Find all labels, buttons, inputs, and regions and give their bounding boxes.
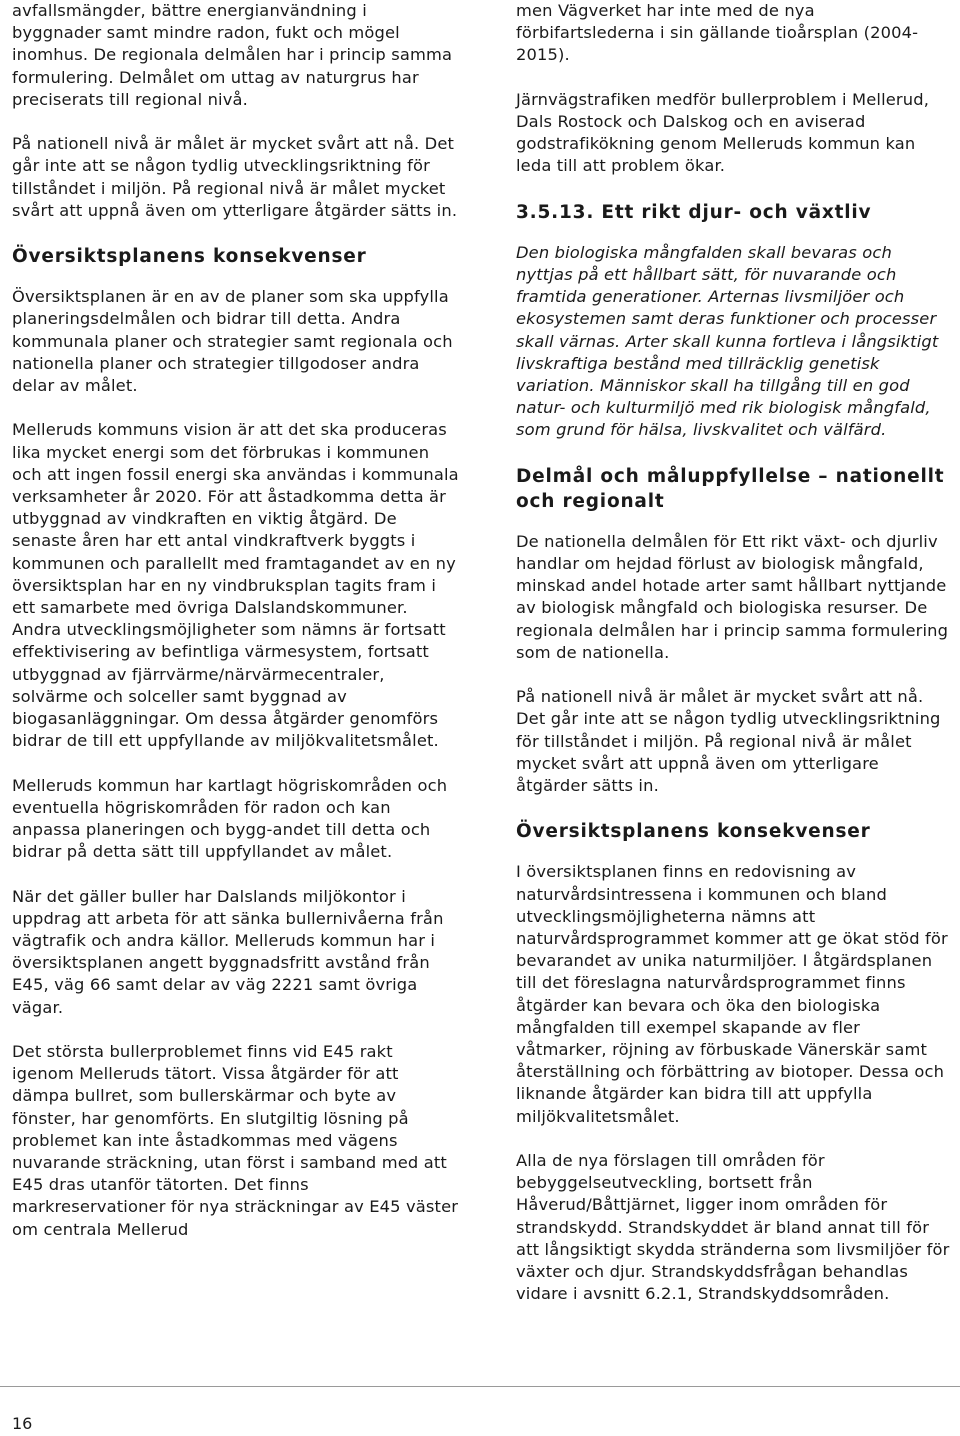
right-heading-konsekvenser: Översiktsplanens konsekvenser bbox=[516, 821, 871, 843]
right-heading-delmal: Delmål och måluppfyllelse – nationellt och regionalt bbox=[516, 465, 945, 512]
left-paragraph-7: Det största bullerproblemet finns vid E45 rakt igenom Melleruds tätort. Vissa åtgärder för att dämpa bullret, som bullerskärmar och byte av fönster, har genomförts. En slutgiltig lösning på problemet kan inte åstadkommas med vägens nuvarande sträckning, utan först i samband med att E45 dras utanför tätorten. Det finns markreservationer för nya sträckningar av E45 väster om centrala Mellerud bbox=[12, 1042, 459, 1239]
left-column bbox=[12, 0, 460, 1263]
left-paragraph-1: avfallsmängder, bättre energianvändning i byggnader samt mindre radon, fukt och mögel inomhus. De regionala delmålen har i princip samma formulering. Delmålet om uttag av naturgrus har preciserats till regional nivå. bbox=[12, 1, 453, 109]
right-paragraph-4: De nationella delmålen för Ett rikt växt- och djurliv handlar om hejdad förlust av biologisk mångfald, minskad andel hotade arter samt hållbart nyttjande av biologisk mångfald och biologiska resurser. De regionala delmålen har i princip samma formulering som de nationella. bbox=[516, 531, 949, 662]
left-paragraph-4: Melleruds kommuns vision är att det ska produceras lika mycket energi som det förbrukas i kommunen och att ingen fossil energi ska användas i kommunala verksamheter år 2020. För att åstadkomma detta är utbyggnad av vindkraften en viktig åtgärd. De senaste åren har ett antal vindkraftverk byggts i kommunen och parallellt med framtagandet av en ny översiktsplan har en ny vindbruksplan tagits fram i ett samarbete med övriga Dalslandskommuner. Andra utvecklingsmöjligheter som nämns är fortsatt effektivisering av befintliga värmesystem, fortsatt utbyggnad av fjärrvärme/närvärmecentraler, solvärme och solceller samt byggnad av biogasanläggningar. Om dessa åtgärder genomförs bidrar de till ett uppfyllande av miljökvalitetsmålet. bbox=[12, 420, 459, 751]
right-paragraph-1: men Vägverket har inte med de nya förbifartslederna i sin gällande tioårsplan (2004-2015). bbox=[516, 1, 919, 65]
left-paragraph-2: På nationell nivå är målet är mycket svårt att nå. Det går inte att se någon tydlig utvecklingsriktning för tillståndet i miljön. På regional nivå är målet mycket svårt att uppnå även om ytterligare åtgärder sätts in. bbox=[12, 134, 458, 220]
left-paragraph-6: När det gäller buller har Dalslands miljökontor i uppdrag att arbeta för att sänka bullernivåerna från vägtrafik och andra källor. Melleruds kommun har i översiktsplanen angett byggnadsfritt avstånd från E45, väg 66 samt delar av väg 2221 samt övriga vägar. bbox=[12, 886, 444, 1017]
page-number: 16 bbox=[12, 1414, 33, 1433]
right-goal-description: Den biologiska mångfalden skall bevaras och nyttjas på ett hållbart sätt, för nuvarande och framtida generationer. Arternas livsmiljöer och ekosystemen samt deras funktioner och processer skall värnas. Arter skall kunna fortleva i långsiktigt livskraftiga bestånd med tillräcklig genetisk variation. Människor skall ha tillgång till en god natur- och kulturmiljö med rik biologisk mångfald, som grund för hälsa, livskvalitet och välfärd. bbox=[516, 242, 939, 440]
right-column bbox=[516, 0, 952, 1328]
right-paragraph-2: Järnvägstrafiken medför bullerproblem i Mellerud, Dals Rostock och Dalskog och en aviserad godstrafikökning genom Melleruds kommun kan leda till att problem ökar. bbox=[516, 89, 930, 176]
left-paragraph-3: Översiktsplanen är en av de planer som ska uppfylla planeringsdelmålen och bidrar till detta. Andra kommunala planer och strategier samt regionala och nationella planer och strategier tillgodoser andra delar av målet. bbox=[12, 287, 453, 396]
left-paragraph-5: Melleruds kommun har kartlagt högriskområden och eventuella högriskområden för radon och kan anpassa planeringen och bygg-andet till detta och bidrar på detta sätt till uppfyllandet av målet. bbox=[12, 775, 448, 862]
footer-divider bbox=[0, 1386, 960, 1387]
right-paragraph-6: I översiktsplanen finns en redovisning av naturvårdsintressena i kommunen och bland utvecklingsmöjligheterna nämns att naturvårdsprogrammet kommer att ge ökat stöd för bevarandet av unika naturmiljöer. I åtgärdsplanen till det föreslagna naturvårdsprogrammet finns åtgärder kan bevara och öka den biologiska mångfalden till exempel skapande av fler våtmarker, röjning av förbuskade Vänerskär samt återställning och förbättring av biotoper. Dessa och liknande åtgärder kan bidra till att uppfylla miljökvalitetsmålet. bbox=[516, 862, 948, 1126]
right-paragraph-7: Alla de nya förslagen till områden för bebyggelseutveckling, bortsett från Håverud/Båttjärnet, ligger inom områden för strandskydd. Strandskyddet är bland annat till för att långsiktigt skydda stränderna som livsmiljöer för växter och djur. Strandskyddsfrågan behandlas vidare i avsnitt 6.2.1, Strandskyddsområden. bbox=[516, 1151, 950, 1304]
right-paragraph-5: På nationell nivå är målet är mycket svårt att nå. Det går inte att se någon tydlig utvecklingsriktning för tillståndet i miljön. På regional nivå är målet mycket svårt att uppnå även om ytterligare åtgärder sätts in. bbox=[516, 687, 941, 796]
left-heading-konsekvenser: Översiktsplanens konsekvenser bbox=[12, 246, 367, 268]
right-heading-djur-vaxtliv: 3.5.13. Ett rikt djur- och växtliv bbox=[516, 201, 872, 223]
